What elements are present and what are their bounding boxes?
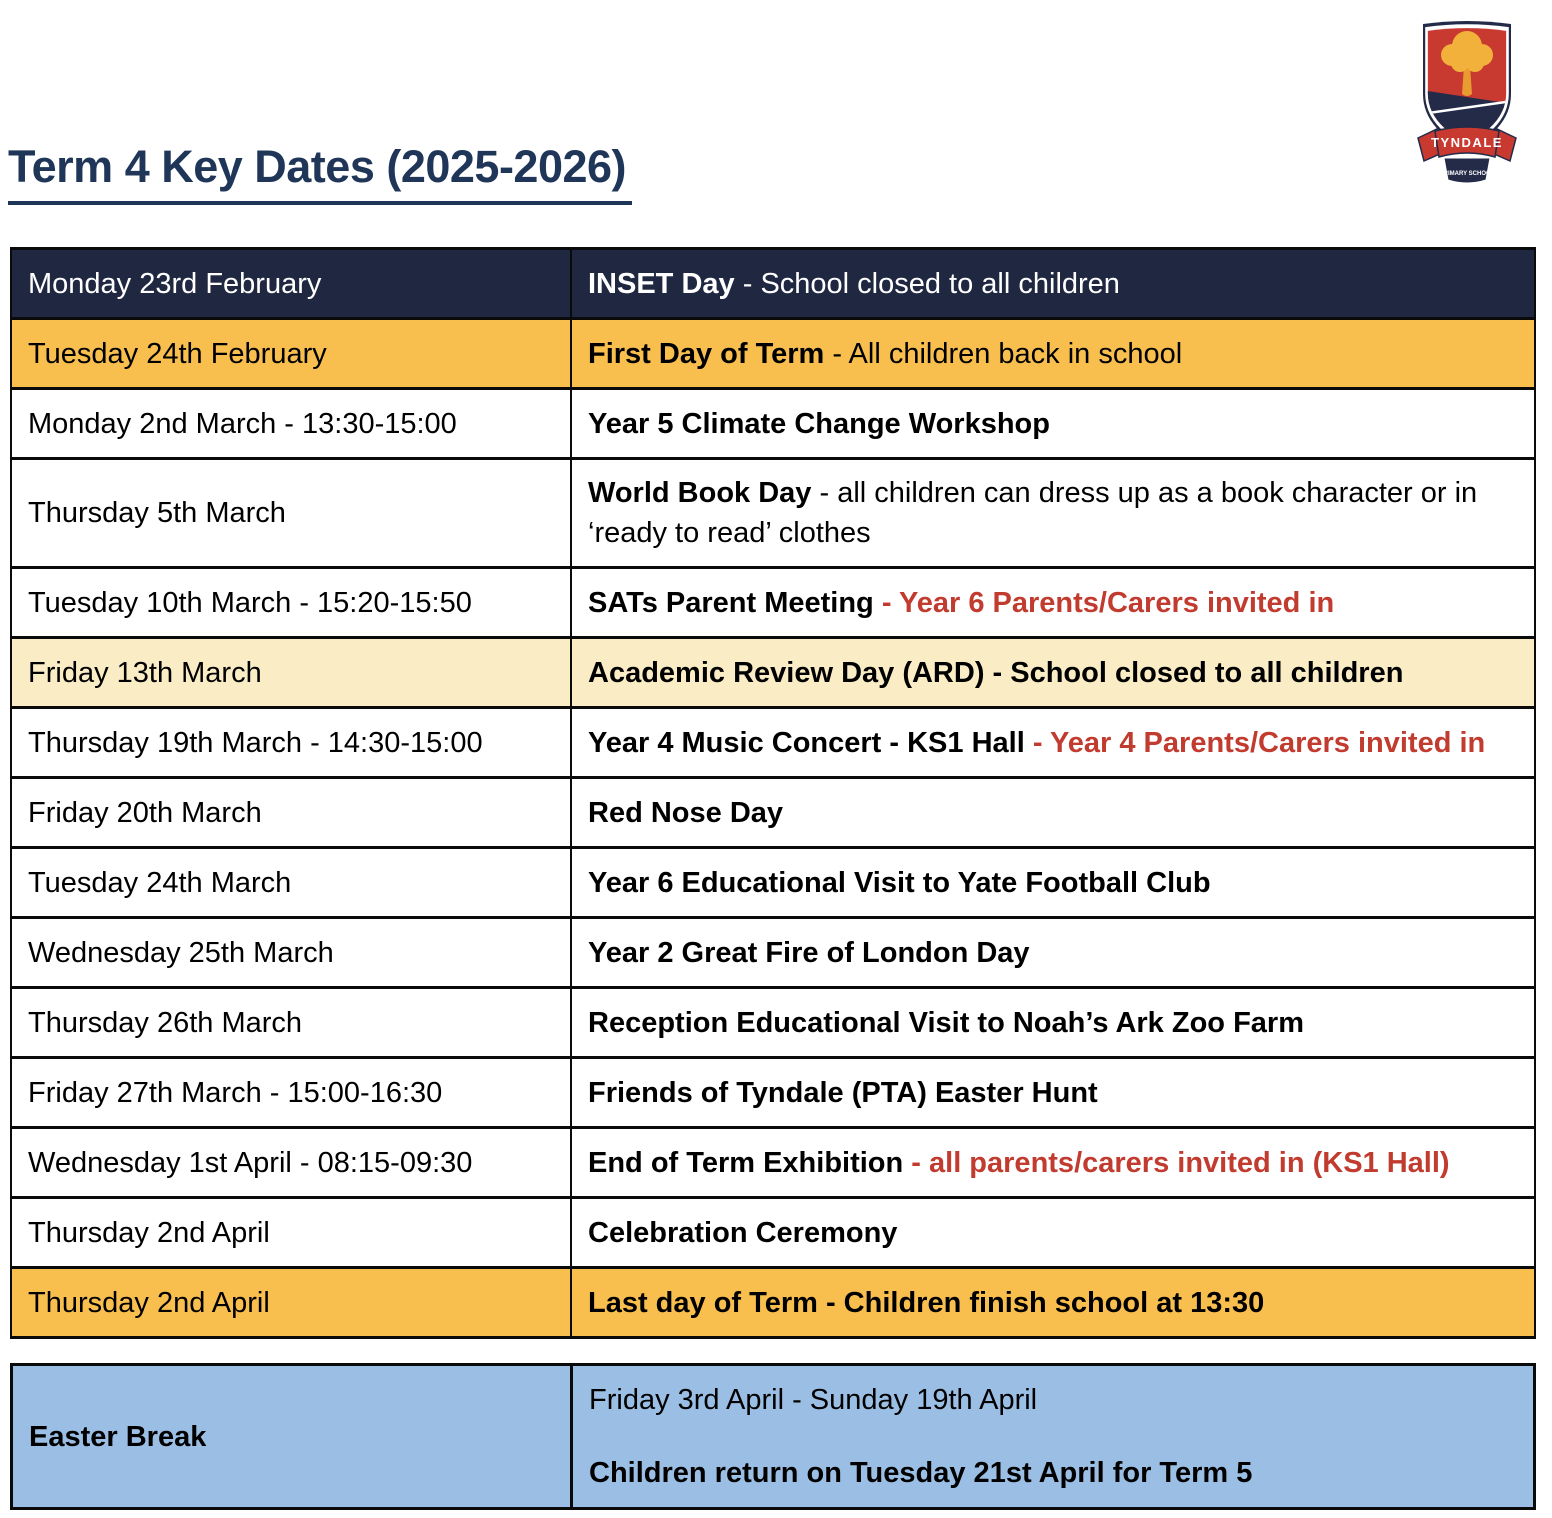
date-cell bbox=[11, 848, 571, 918]
date-cell bbox=[11, 568, 571, 638]
table-row bbox=[11, 1058, 1535, 1128]
date-cell bbox=[11, 249, 571, 319]
date-cell bbox=[11, 1128, 571, 1198]
date-text: Monday 23rd February bbox=[28, 267, 322, 300]
date-cell bbox=[11, 778, 571, 848]
date-cell bbox=[11, 708, 571, 778]
event-cell bbox=[571, 988, 1535, 1058]
event-cell bbox=[571, 1058, 1535, 1128]
event-title-text: Year 2 Great Fire of London Day bbox=[588, 936, 1030, 969]
date-text: Friday 27th March - 15:00-16:30 bbox=[28, 1076, 443, 1109]
event-highlight-text: - Year 6 Parents/Carers invited in bbox=[873, 586, 1335, 619]
event-cell bbox=[571, 1268, 1535, 1338]
date-text: Thursday 5th March bbox=[28, 497, 286, 529]
event-title-text: Red Nose Day bbox=[588, 796, 784, 829]
event-title-text: Year 4 Music Concert - KS1 Hall bbox=[588, 726, 1025, 759]
date-text: Wednesday 25th March bbox=[28, 936, 334, 969]
key-dates-table bbox=[10, 247, 1536, 1339]
easter-return-text: Children return on Tuesday 21st April for Term 5 bbox=[589, 1457, 1253, 1489]
event-highlight-text: - Year 4 Parents/Carers invited in bbox=[1024, 726, 1486, 759]
table-row bbox=[11, 848, 1535, 918]
event-detail-text: - all children can dress up as a book character or in ‘ready to read’ clothes bbox=[588, 477, 1478, 549]
table-row bbox=[11, 638, 1535, 708]
title-wrap bbox=[8, 142, 632, 205]
date-text: Tuesday 24th February bbox=[28, 337, 327, 370]
page-title: Term 4 Key Dates (2025-2026) bbox=[8, 142, 632, 205]
event-title-text: End of Term Exhibition bbox=[588, 1146, 904, 1179]
easter-break-detail bbox=[572, 1365, 1535, 1509]
table-row bbox=[11, 1198, 1535, 1268]
table-row bbox=[11, 459, 1535, 568]
date-cell bbox=[11, 459, 571, 568]
event-cell bbox=[571, 389, 1535, 459]
logo-subtitle: PRIMARY SCHOOL bbox=[1439, 171, 1495, 177]
ribbon-banner bbox=[1418, 127, 1516, 161]
date-text: Monday 2nd March - 13:30-15:00 bbox=[28, 407, 457, 440]
event-cell bbox=[571, 1128, 1535, 1198]
table-row bbox=[11, 1128, 1535, 1198]
table-row bbox=[11, 918, 1535, 988]
event-title-text: Academic Review Day (ARD) - School closed to all children bbox=[588, 656, 1404, 689]
event-title-text: Year 6 Educational Visit to Yate Football Club bbox=[588, 866, 1211, 899]
table-row bbox=[11, 1268, 1535, 1338]
event-title-text: Last day of Term - Children finish school at 13:30 bbox=[588, 1286, 1265, 1319]
event-title-text: First Day of Term bbox=[588, 337, 825, 370]
event-cell bbox=[571, 708, 1535, 778]
easter-break-table bbox=[10, 1363, 1536, 1510]
event-cell bbox=[571, 638, 1535, 708]
event-title-text: Reception Educational Visit to Noah’s Ark Zoo Farm bbox=[588, 1006, 1304, 1039]
date-cell bbox=[11, 319, 571, 389]
date-text: Thursday 26th March bbox=[28, 1006, 303, 1039]
table-row bbox=[11, 568, 1535, 638]
date-cell bbox=[11, 918, 571, 988]
date-cell bbox=[11, 1198, 571, 1268]
event-title-text: INSET Day bbox=[588, 267, 735, 300]
date-text: Thursday 2nd April bbox=[28, 1216, 270, 1249]
date-cell bbox=[11, 638, 571, 708]
logo-banner-text: TYNDALE bbox=[1431, 135, 1503, 150]
date-text: Friday 13th March bbox=[28, 656, 262, 689]
table-row bbox=[11, 988, 1535, 1058]
event-highlight-text: - all parents/carers invited in (KS1 Hall) bbox=[903, 1146, 1450, 1179]
date-text: Thursday 2nd April bbox=[28, 1286, 270, 1319]
table-row bbox=[11, 708, 1535, 778]
easter-dates-text: Friday 3rd April - Sunday 19th April bbox=[589, 1384, 1038, 1416]
event-title-text: Friends of Tyndale (PTA) Easter Hunt bbox=[588, 1076, 1098, 1109]
table-row bbox=[11, 778, 1535, 848]
event-cell bbox=[571, 249, 1535, 319]
date-cell bbox=[11, 1268, 571, 1338]
date-text: Friday 20th March bbox=[28, 796, 262, 829]
event-cell bbox=[571, 319, 1535, 389]
event-cell bbox=[571, 848, 1535, 918]
event-detail-text: - All children back in school bbox=[824, 337, 1183, 370]
table-row bbox=[11, 249, 1535, 319]
date-cell bbox=[11, 389, 571, 459]
school-logo bbox=[1415, 16, 1519, 190]
date-text: Wednesday 1st April - 08:15-09:30 bbox=[28, 1146, 473, 1179]
date-text: Tuesday 10th March - 15:20-15:50 bbox=[28, 586, 472, 619]
event-cell bbox=[571, 568, 1535, 638]
date-text: Thursday 19th March - 14:30-15:00 bbox=[28, 726, 483, 759]
event-cell bbox=[571, 459, 1535, 568]
date-cell bbox=[11, 1058, 571, 1128]
event-cell bbox=[571, 1198, 1535, 1268]
key-dates-table-body bbox=[11, 249, 1535, 1338]
date-cell bbox=[11, 988, 571, 1058]
event-title-text: Year 5 Climate Change Workshop bbox=[588, 407, 1050, 440]
event-title-text: World Book Day bbox=[588, 477, 812, 509]
table-row bbox=[11, 389, 1535, 459]
date-text: Tuesday 24th March bbox=[28, 866, 292, 899]
event-title-text: SATs Parent Meeting bbox=[588, 586, 874, 619]
easter-break-row bbox=[12, 1365, 1535, 1509]
event-cell bbox=[571, 918, 1535, 988]
easter-break-label: Easter Break bbox=[12, 1365, 572, 1509]
event-title-text: Celebration Ceremony bbox=[588, 1216, 898, 1249]
table-row bbox=[11, 319, 1535, 389]
event-detail-text: - School closed to all children bbox=[734, 267, 1120, 300]
event-cell bbox=[571, 778, 1535, 848]
